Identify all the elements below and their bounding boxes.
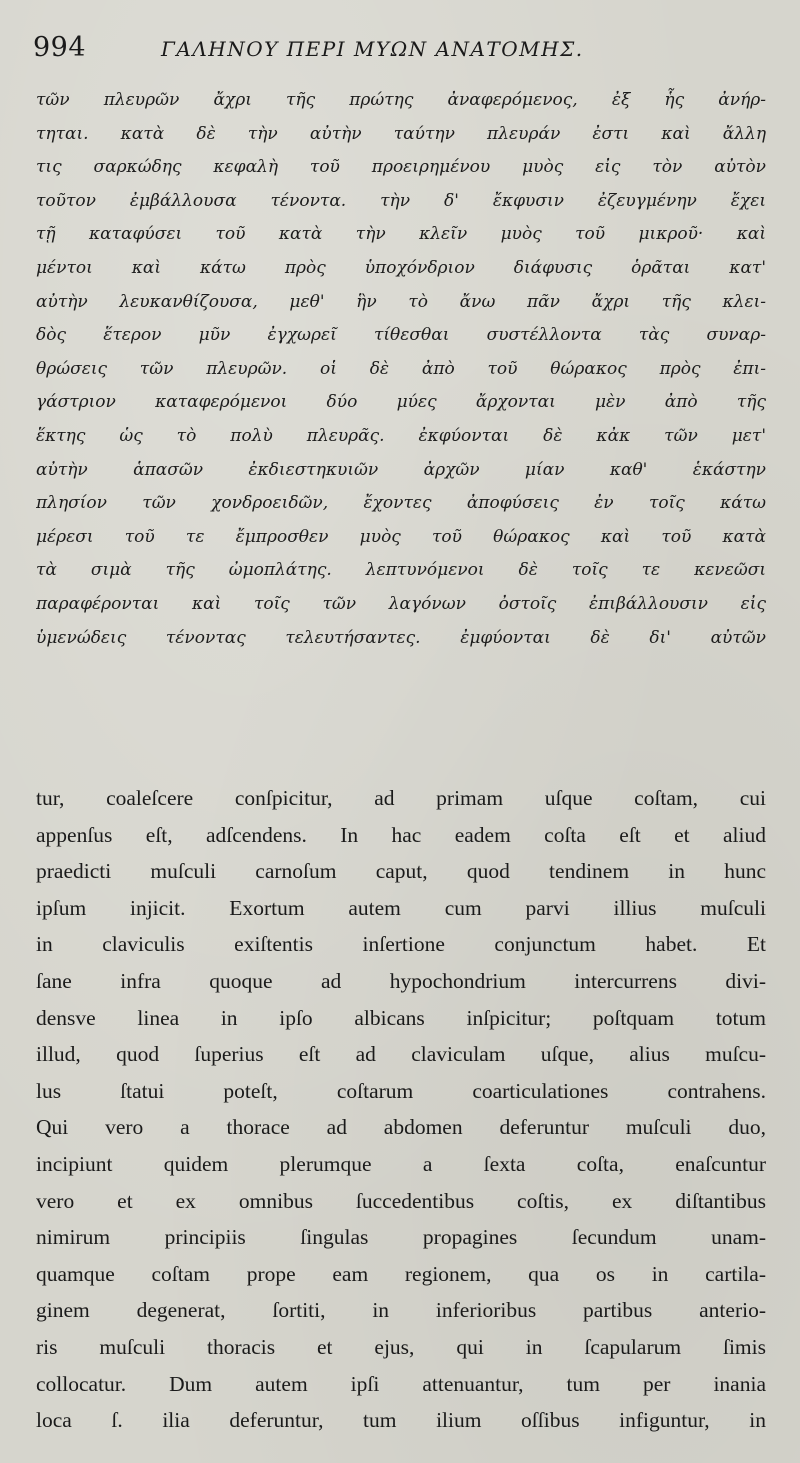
latin-text-block xyxy=(36,780,766,1439)
greek-line: αὐτὴν ἁπασῶν ἐκδιεστηκυιῶν ἀρχῶν μίαν καθ' ἑκάστην xyxy=(36,459,766,480)
greek-line: πλησίον τῶν χονδροειδῶν, ἔχοντες ἀποφύσεις ἐν τοῖς κάτω xyxy=(36,493,766,514)
greek-line: τις σαρκώδης κεφαλὴ τοῦ προειρημένου μυὸς εἰς τὸν αὐτὸν xyxy=(36,157,766,178)
latin-line: Qui vero a thorace ad abdomen deferuntur muſculi duo, xyxy=(36,1115,766,1140)
latin-line: quamque coſtam prope eam regionem, qua os in cartila- xyxy=(36,1261,766,1286)
page-header xyxy=(33,30,773,66)
latin-line: praedicti muſculi carnoſum caput, quod tendinem in hunc xyxy=(36,859,766,884)
latin-line: densve linea in ipſo albicans inſpicitur; poſtquam totum xyxy=(36,1005,766,1030)
greek-line: παραφέρονται καὶ τοῖς τῶν λαγόνων ὀστοῖς ἐπιβάλλουσιν εἰς xyxy=(36,593,766,614)
greek-line: θρώσεις τῶν πλευρῶν. οἱ δὲ ἀπὸ τοῦ θώρακος πρὸς ἐπι- xyxy=(36,358,766,379)
greek-line: τηται. κατὰ δὲ τὴν αὐτὴν ταύτην πλευράν ἐστι καὶ ἄλλη xyxy=(36,123,766,144)
greek-text-block xyxy=(36,84,766,655)
greek-line: ἕκτης ὡς τὸ πολὺ πλευρᾶς. ἐκφύονται δὲ κἀκ τῶν μετ' xyxy=(36,425,766,446)
latin-line: tur, coaleſcere conſpicitur, ad primam uſque coſtam, cui xyxy=(36,786,766,810)
latin-line: ris muſculi thoracis et ejus, qui in ſcapularum ſimis xyxy=(36,1334,766,1359)
greek-line: μέρεσι τοῦ τε ἔμπροσθεν μυὸς τοῦ θώρακος καὶ τοῦ κατὰ xyxy=(36,526,766,547)
greek-line: ὑμενώδεις τένοντας τελευτήσαντες. ἐμφύονται δὲ δι' αὐτῶν xyxy=(36,627,766,648)
greek-line: τῇ καταφύσει τοῦ κατὰ τὴν κλεῖν μυὸς τοῦ μικροῦ· καὶ xyxy=(36,224,766,245)
latin-line: loca ſ. ilia deferuntur, tum ilium oſſibus infiguntur, in xyxy=(36,1408,766,1433)
running-head: ΓΑΛΗΝΟΥ ΠΕΡΙ ΜΥΩΝ ΑΝΑΤΟΜΗΣ. xyxy=(161,37,584,61)
greek-line: τῶν πλευρῶν ἄχρι τῆς πρώτης ἀναφερόμενος, ἐξ ἧς ἀνήρ- xyxy=(36,90,766,110)
latin-line: nimirum principiis ſingulas propagines ſecundum unam- xyxy=(36,1225,766,1250)
greek-line: γάστριον καταφερόμενοι δύο μύες ἄρχονται μὲν ἀπὸ τῆς xyxy=(36,392,766,413)
greek-line: τὰ σιμὰ τῆς ὠμοπλάτης. λεπτυνόμενοι δὲ τοῖς τε κενεῶσι xyxy=(36,560,766,581)
page-number: 994 xyxy=(33,32,87,63)
latin-line: incipiunt quidem plerumque a ſexta coſta, enaſcuntur xyxy=(36,1151,766,1176)
greek-line: αὐτὴν λευκανθίζουσα, μεθ' ἣν τὸ ἄνω πᾶν ἄχρι τῆς κλει- xyxy=(36,291,766,312)
latin-line: in claviculis exiſtentis inſertione conjunctum habet. Et xyxy=(36,932,766,957)
latin-line: appenſus eſt, adſcendens. In hac eadem coſta eſt et aliud xyxy=(36,822,766,847)
latin-line: collocatur. Dum autem ipſi attenuantur, tum per inania xyxy=(36,1371,766,1396)
greek-line: δὸς ἕτερον μῦν ἐγχωρεῖ τίθεσθαι συστέλλοντα τὰς συναρ- xyxy=(36,325,766,346)
greek-line: τοῦτον ἐμβάλλουσα τένοντα. τὴν δ' ἔκφυσιν ἐζευγμένην ἔχει xyxy=(36,190,766,211)
latin-line: ipſum injicit. Exortum autem cum parvi illius muſculi xyxy=(36,895,766,920)
latin-line: lus ſtatui poteſt, coſtarum coarticulationes contrahens. xyxy=(36,1078,766,1103)
greek-line: μέντοι καὶ κάτω πρὸς ὑποχόνδριον διάφυσις ὁρᾶται κατ' xyxy=(36,257,766,278)
latin-line: ſane infra quoque ad hypochondrium intercurrens divi- xyxy=(36,968,766,993)
latin-line: vero et ex omnibus ſuccedentibus coſtis, ex diſtantibus xyxy=(36,1188,766,1213)
latin-line: illud, quod ſuperius eſt ad claviculam uſque, alius muſcu- xyxy=(36,1042,766,1067)
latin-line: ginem degenerat, ſortiti, in inferioribus partibus anterio- xyxy=(36,1298,766,1323)
